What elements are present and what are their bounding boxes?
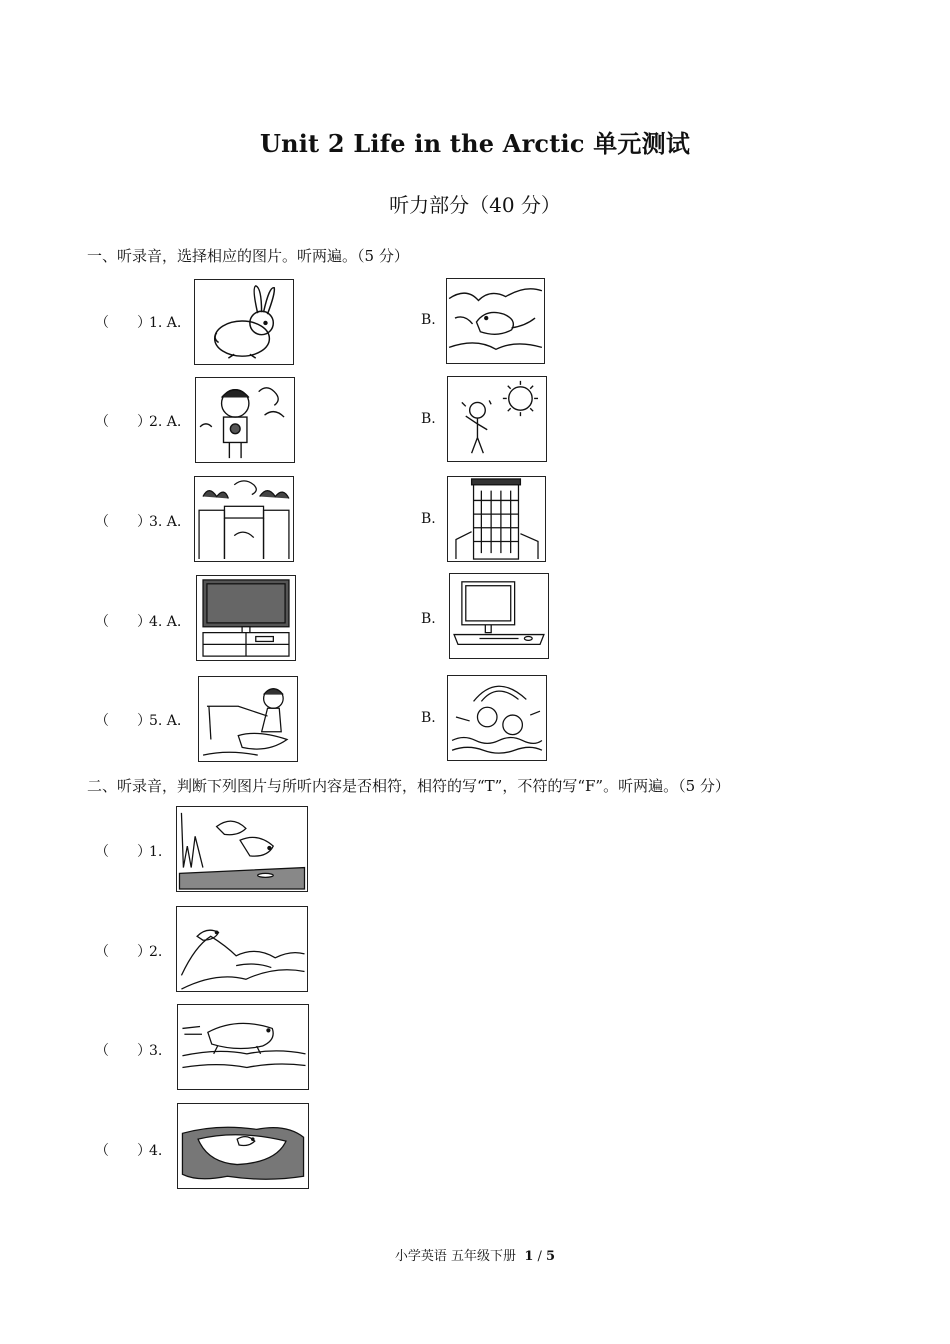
answer-blank[interactable]: （ ） (95, 844, 151, 860)
answer-blank[interactable]: （ ） (95, 414, 151, 430)
answer-blank[interactable]: （ ） (95, 1143, 151, 1159)
question-number: 4. A. (149, 614, 182, 630)
answer-blank[interactable]: （ ） (95, 514, 151, 530)
section2-heading: 二、听录音，判断下列图片与所听内容是否相符，相符的写“T”，不符的写“F”。听两遍。（5 分） (87, 777, 730, 795)
answer-blank[interactable]: （ ） (95, 713, 151, 729)
seal-picture[interactable] (446, 278, 545, 364)
question-number: 4. (149, 1143, 163, 1159)
tv-picture[interactable] (196, 575, 296, 661)
shopping-mall-picture[interactable] (447, 476, 546, 562)
bear-running-picture[interactable] (177, 1004, 309, 1090)
question-row-1 (95, 312, 181, 332)
option-b-label: B. (421, 312, 436, 328)
page-footer (0, 1245, 950, 1264)
judge-row-1 (95, 841, 162, 861)
question-number: 5. A. (149, 713, 182, 729)
question-number: 3. A. (149, 514, 182, 530)
judge-row-4 (95, 1140, 162, 1160)
bear-jumping-picture[interactable] (176, 806, 308, 892)
question-number: 1. A. (149, 315, 182, 331)
question-number: 2. (149, 944, 163, 960)
computer-picture[interactable] (449, 573, 549, 659)
question-row-4 (95, 611, 181, 631)
page-separator: / (537, 1249, 542, 1264)
cold-girl-picture[interactable] (195, 377, 295, 463)
swimming-kids-picture[interactable] (447, 675, 547, 761)
answer-blank[interactable]: （ ） (95, 1043, 151, 1059)
option-b-label: B. (421, 710, 436, 726)
rabbit-picture[interactable] (194, 279, 294, 365)
hot-boy-sun-picture[interactable] (447, 376, 547, 462)
bear-on-hill-picture[interactable] (176, 906, 308, 992)
judge-row-2 (95, 941, 162, 961)
question-row-2 (95, 411, 181, 431)
question-row-3 (95, 511, 181, 531)
answer-blank[interactable]: （ ） (95, 614, 151, 630)
footer-text: 小学英语 五年级下册 (394, 1249, 517, 1264)
option-b-label: B. (421, 611, 436, 627)
section1-heading: 一、听录音，选择相应的图片。听两遍。（5 分） (87, 247, 409, 265)
question-number: 3. (149, 1043, 163, 1059)
zoo-gate-picture[interactable] (194, 476, 294, 562)
page-title: Unit 2 Life in the Arctic 单元测试 (259, 129, 691, 158)
option-b-label: B. (421, 411, 436, 427)
question-row-5 (95, 710, 181, 730)
page-total: 5 (546, 1249, 556, 1264)
judge-row-3 (95, 1040, 162, 1060)
question-number: 2. A. (149, 414, 182, 430)
question-number: 1. (149, 844, 163, 860)
answer-blank[interactable]: （ ） (95, 315, 151, 331)
fishing-boy-picture[interactable] (198, 676, 298, 762)
option-b-label: B. (421, 511, 436, 527)
answer-blank[interactable]: （ ） (95, 944, 151, 960)
section-subtitle: 听力部分（40 分） (389, 193, 561, 217)
bear-on-ice-picture[interactable] (177, 1103, 309, 1189)
page-number: 1 (524, 1249, 534, 1264)
